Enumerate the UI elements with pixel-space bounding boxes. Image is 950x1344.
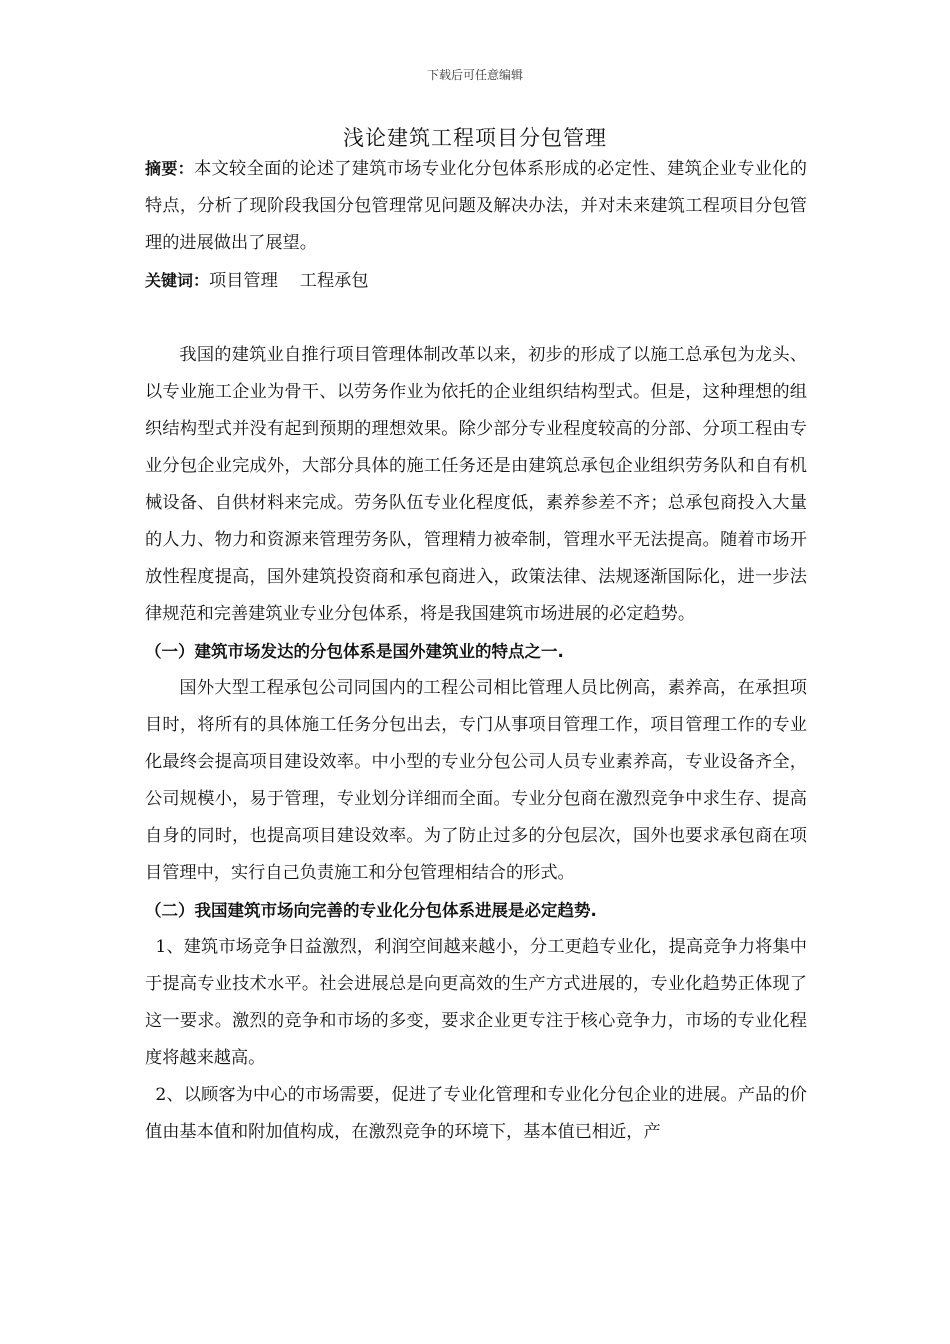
keyword-item: 项目管理 bbox=[209, 271, 278, 291]
section-heading-1: （一）建筑市场发达的分包体系是国外建筑业的特点之一. bbox=[145, 642, 564, 661]
keyword-item: 工程承包 bbox=[299, 271, 369, 291]
paragraph-section-1: 国外大型工程承包公司同国内的工程公司相比管理人员比例高，素养高，在承担项目时，将所有的具体施工任务分包出去，专门从事项目管理工作，项目管理工作的专业化最终会提高项目建设效率。中小型的专业分包公司人员专业素养高，专业设备齐全，公司规模小，易于管理，专业划分详细而全面。专业分包商在激烈竞争中求生存、提高自身的同时，也提高项目建设效率。为了防止过多的分包层次，国外也要求承包商在项目管理中，实行自己负责施工和分包管理相结合的形式。 bbox=[145, 678, 807, 883]
header-note: 下载后可任意编辑 bbox=[426, 68, 523, 82]
paragraph-point-1: 1、建筑市场竞争日益激烈，利润空间越来越小，分工更趋专业化，提高竞争力将集中于提高专业技术水平。社会进展总是向更高效的生产方式进展的，专业化趋势正体现了这一要求。激烈的竞争和市场的多变，要求企业更专注于核心竞争力，市场的专业化程度将越来越高。 bbox=[145, 937, 807, 1068]
paragraph-point-2: 2、以顾客为中心的市场需要，促进了专业化管理和专业化分包企业的进展。产品的价值由基本值和附加值构成，在激烈竞争的环境下，基本值已相近，产 bbox=[145, 1085, 807, 1142]
abstract-label: 摘要： bbox=[145, 159, 195, 178]
document-title: 浅论建筑工程项目分包管理 bbox=[343, 126, 607, 150]
document-body bbox=[145, 150, 807, 1151]
keywords-label: 关键词： bbox=[145, 271, 210, 290]
keywords bbox=[145, 262, 807, 300]
abstract-text: 本文较全面的论述了建筑市场专业化分包体系形成的必定性、建筑企业专业化的特点，分析了现阶段我国分包管理常见问题及解决办法，并对未来建筑工程项目分包管理的进展做出了展望。 bbox=[145, 159, 807, 253]
paragraph-intro: 我国的建筑业自推行项目管理体制改革以来，初步的形成了以施工总承包为龙头、以专业施工企业为骨干、以劳务作业为依托的企业组织结构型式。但是，这种理想的组织结构型式并没有起到预期的理想效果。除少部分专业程度较高的分部、分项工程由专业分包企业完成外，大部分具体的施工任务还是由建筑总承包企业组织劳务队和自有机械设备、自供材料来完成。劳务队伍专业化程度低，素养参差不齐；总承包商投入大量的人力、物力和资源来管理劳务队，管理精力被牵制，管理水平无法提高。随着市场开放性程度提高，国外建筑投资商和承包商进入，政策法律、法规逐渐国际化，进一步法律规范和完善建筑业专业分包体系，将是我国建筑市场进展的必定趋势。 bbox=[145, 345, 807, 624]
section-heading-2: （二）我国建筑市场向完善的专业化分包体系进展是必定趋势. bbox=[145, 901, 597, 920]
abstract bbox=[145, 150, 807, 262]
